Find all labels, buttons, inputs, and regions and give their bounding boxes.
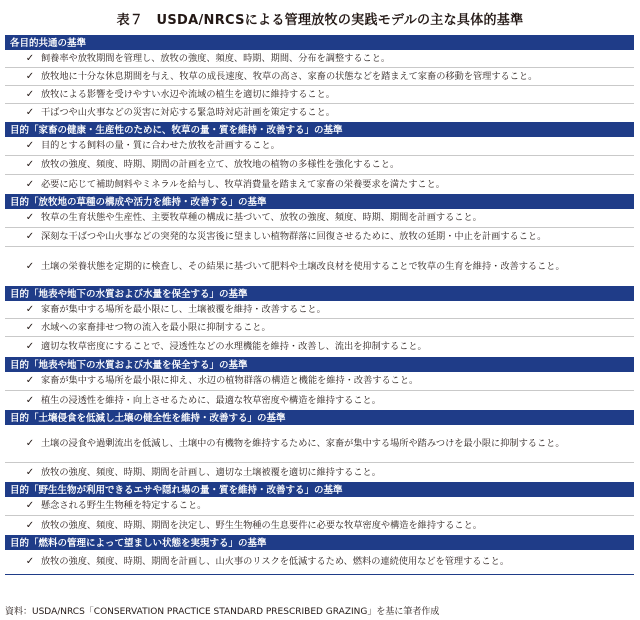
- table-bottom-rule: [5, 574, 634, 575]
- check-icon: ✓: [25, 231, 35, 242]
- table-row: [5, 391, 634, 410]
- check-icon: ✓: [25, 394, 35, 406]
- table-row: [5, 104, 634, 122]
- table-title: 表７ USDA/NRCSによる管理放牧の実践モデルの主な具体的基準: [116, 13, 524, 28]
- section-header: 目的「燃料の管理によって望ましい状態を実現する」の基準: [5, 535, 634, 550]
- table-row: [5, 337, 634, 357]
- check-icon: ✓: [25, 260, 35, 272]
- check-icon: ✓: [25, 500, 35, 511]
- table-row: [5, 68, 634, 86]
- check-icon: ✓: [25, 341, 35, 352]
- table-row: [5, 228, 634, 247]
- criterion-text: 牧草の生育状態や生産性、主要牧草種の構成に基づいて、放牧の強度、頻度、時期、期間を計画すること。: [41, 212, 482, 223]
- criterion-text: 家畜が集中する場所を最小限にし、土壌被覆を維持・改善すること。: [41, 303, 326, 315]
- section-header: 目的「野生生物が利用できるエサや隠れ場の量・質を維持・改善する」の基準: [5, 482, 634, 497]
- table-row: [5, 425, 634, 463]
- criterion-text: 放牧地に十分な休息期間を与え、牧草の成長速度、牧草の高さ、家畜の状態などを踏まえて家畜の移動を管理すること。: [41, 70, 538, 82]
- check-icon: ✓: [25, 178, 35, 190]
- check-icon: ✓: [25, 375, 35, 386]
- criterion-text: 放牧の強度、頻度、時期、期間の計画を立て、放牧地の植物の多様性を強化すること。: [41, 159, 400, 170]
- criterion-text: 水域への家畜排せつ物の流入を最小限に抑制すること。: [41, 321, 271, 333]
- source-note: 資料：USDA/NRCS「CONSERVATION PRACTICE STANDARD PRESCRIBED GRAZING」を基に筆者作成: [5, 607, 440, 617]
- check-icon: ✓: [25, 303, 35, 315]
- criterion-text: 放牧の強度、頻度、時期、期間を計画し、適切な土壌被覆を適切に維持すること。: [41, 466, 381, 478]
- check-icon: ✓: [25, 140, 35, 151]
- criterion-text: 適切な牧草密度にすることで、浸透性などの水理機能を維持・改善し、流出を抑制すること。: [41, 341, 427, 352]
- section-header: 目的「地表や地下の水質および水量を保全する」の基準: [5, 286, 634, 301]
- table-row: [5, 86, 634, 104]
- criterion-text: 土壌の栄養状態を定期的に検査し、その結果に基づいて肥料や土壌改良材を使用することで牧草の生育を維持・改善すること。: [41, 260, 565, 272]
- criterion-text: 目的とする飼料の量・質に合わせた放牧を計画すること。: [41, 140, 280, 151]
- table-row: [5, 516, 634, 535]
- criterion-text: 放牧の強度、頻度、時期、期間を決定し、野生生物種の生息要件に必要な牧草密度や構造を維持すること。: [41, 519, 482, 531]
- table-row: [5, 209, 634, 228]
- criteria-table: [5, 35, 634, 575]
- check-icon: ✓: [25, 556, 35, 567]
- table-row: [5, 156, 634, 175]
- check-icon: ✓: [25, 70, 35, 82]
- check-icon: ✓: [25, 107, 35, 118]
- criterion-text: 深刻な干ばつや山火事などの突発的な災害後に望ましい植物群落に回復させるために、放牧の延期・中止を計画すること。: [41, 231, 547, 242]
- table-row: [5, 319, 634, 337]
- check-icon: ✓: [25, 52, 35, 64]
- table-row: [5, 301, 634, 319]
- criterion-text: 植生の浸透性を維持・向上させるために、最適な牧草密度や構造を維持すること。: [41, 394, 381, 406]
- check-icon: ✓: [25, 437, 35, 449]
- section-header: 目的「家畜の健康・生産性のために、牧草の量・質を維持・改善する」の基準: [5, 122, 634, 137]
- criterion-text: 家畜が集中する場所を最小限に抑え、水辺の植物群落の構造と機能を維持・改善すること。: [41, 375, 419, 386]
- table-row: [5, 137, 634, 156]
- section-header: 目的「土壌侵食を低減し土壌の健全性を維持・改善する」の基準: [5, 410, 634, 425]
- check-icon: ✓: [25, 212, 35, 223]
- criterion-text: 飼養率や放牧期間を管理し、放牧の強度、頻度、時期、期間、分布を調整すること。: [41, 52, 391, 64]
- section-header: 各目的共通の基準: [5, 35, 634, 50]
- table-row: [5, 550, 634, 574]
- criterion-text: 土壌の浸食や過剰流出を低減し、土壌中の有機物を維持するために、家畜が集中する場所や踏みつけを最小限に抑制すること。: [41, 437, 565, 449]
- section-header: 目的「放牧地の草種の構成や活力を維持・改善する」の基準: [5, 194, 634, 209]
- check-icon: ✓: [25, 519, 35, 531]
- criterion-text: 必要に応じて補助飼料やミネラルを給与し、牧草消費量を踏まえて家畜の栄養要求を満たすこと。: [41, 178, 445, 190]
- check-icon: ✓: [25, 466, 35, 478]
- table-row: [5, 247, 634, 286]
- criterion-text: 放牧の強度、頻度、時期、期間を計画し、山火事のリスクを低減するため、燃料の連続使用などを管理すること。: [41, 556, 510, 567]
- table-row: [5, 497, 634, 516]
- table-row: [5, 463, 634, 482]
- criterion-text: 懸念される野生生物種を特定すること。: [41, 500, 207, 511]
- check-icon: ✓: [25, 321, 35, 333]
- check-icon: ✓: [25, 159, 35, 170]
- table-row: [5, 175, 634, 194]
- section-header: 目的「地表や地下の水質および水量を保全する」の基準: [5, 357, 634, 372]
- table-row: [5, 50, 634, 68]
- check-icon: ✓: [25, 88, 35, 100]
- table-row: [5, 372, 634, 391]
- criterion-text: 干ばつや山火事などの災害に対応する緊急時対応計画を策定すること。: [41, 107, 335, 118]
- criterion-text: 放牧による影響を受けやすい水辺や流域の植生を適切に維持すること。: [41, 88, 335, 100]
